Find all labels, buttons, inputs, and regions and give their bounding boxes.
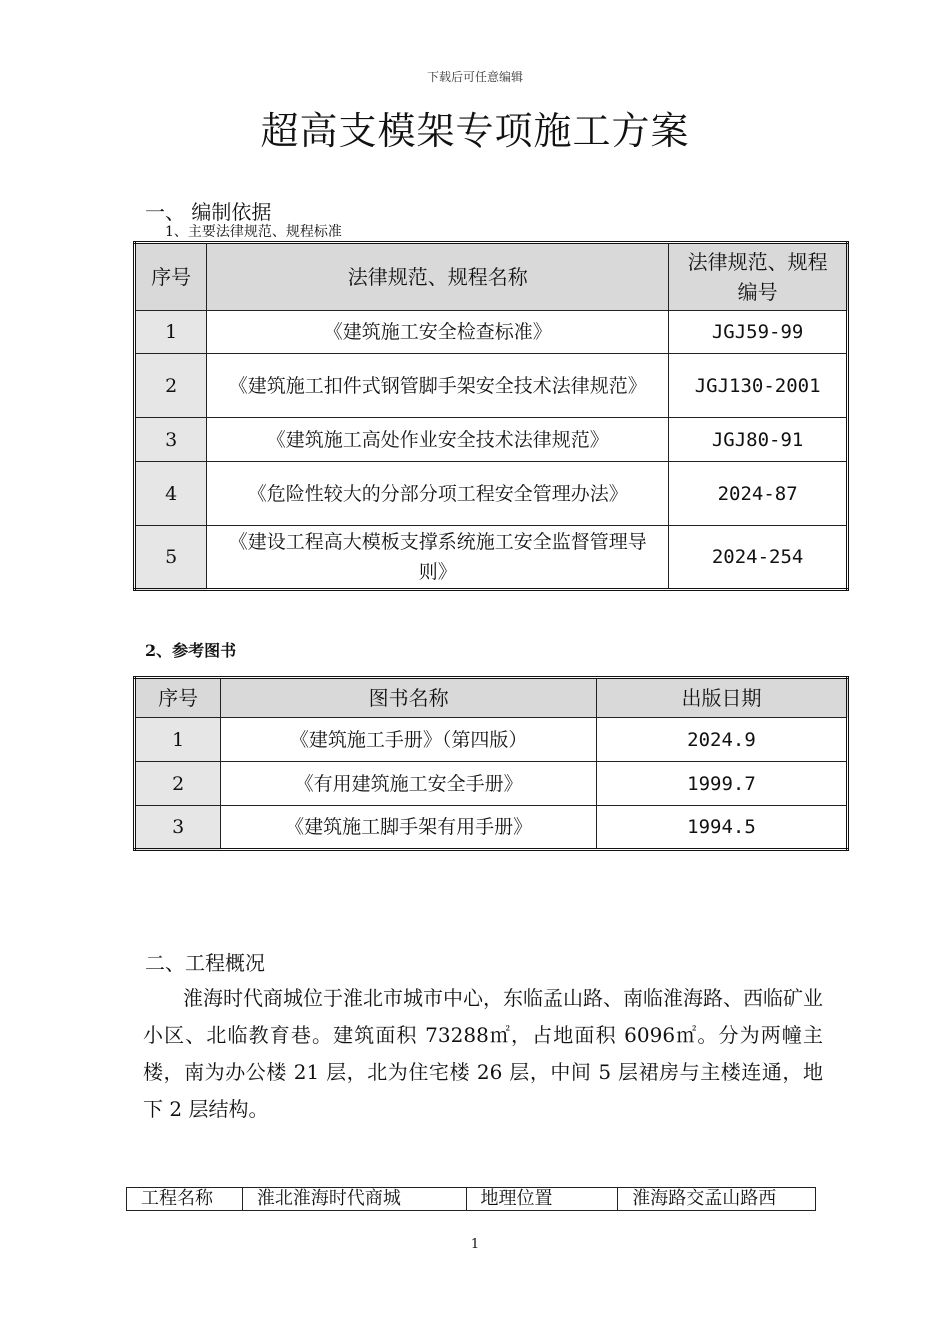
- table-row: [135, 462, 848, 526]
- standards-table: [133, 241, 849, 591]
- row-date: 1999.7: [596, 762, 847, 806]
- row-name: 《建设工程高大模板支撑系统施工安全监督管理导则》: [207, 526, 669, 590]
- header-no: 序号: [135, 243, 207, 311]
- row-name: 《建筑施工高处作业安全技术法律规范》: [207, 418, 669, 462]
- row-date: 1994.5: [596, 806, 847, 850]
- location-value: 淮海路交孟山路西: [618, 1188, 816, 1211]
- page-number: 1: [470, 1237, 480, 1252]
- table-row: [135, 311, 848, 354]
- section1-subheading-standards: 1、主要法律规范、规程标准: [165, 224, 342, 240]
- reference-books-table: [133, 676, 849, 851]
- row-name: 《建筑施工扣件式钢管脚手架安全技术法律规范》: [207, 354, 669, 418]
- table-row: [135, 806, 848, 850]
- standards-table-header: [135, 243, 848, 311]
- row-code: 2024-87: [669, 462, 848, 526]
- row-code: JGJ59-99: [669, 311, 848, 354]
- header-note: 下载后可任意编辑: [426, 70, 523, 84]
- header-name: 法律规范、规程名称: [207, 243, 669, 311]
- header-no: 序号: [135, 678, 221, 718]
- table-row: [127, 1188, 816, 1211]
- project-info-table: [126, 1187, 816, 1211]
- row-name: 《建筑施工安全检查标准》: [207, 311, 669, 354]
- row-no: 1: [135, 311, 207, 354]
- row-no: 3: [135, 806, 221, 850]
- row-book-name: 《有用建筑施工安全手册》: [221, 762, 597, 806]
- row-no: 4: [135, 462, 207, 526]
- row-code: JGJ130-2001: [669, 354, 848, 418]
- project-overview-paragraph: 淮海时代商城位于淮北市城市中心，东临孟山路、南临淮海路、西临矿业小区、北临教育巷。建筑面积 73288㎡，占地面积 6096㎡。分为两幢主楼，南为办公楼 21 层，北为住宅楼 26 层，中间 5 层裙房与主楼连通，地下 2 层结构。: [143, 986, 823, 1121]
- row-no: 2: [135, 762, 221, 806]
- books-table-header: [135, 678, 848, 718]
- location-label: 地理位置: [466, 1188, 618, 1211]
- header-publish-date: 出版日期: [596, 678, 847, 718]
- row-code: JGJ80-91: [669, 418, 848, 462]
- row-no: 1: [135, 718, 221, 762]
- table-row: [135, 526, 848, 590]
- project-name-label: 工程名称: [127, 1188, 243, 1211]
- table-row: [135, 354, 848, 418]
- section2-heading: 二、工程概况: [145, 951, 265, 975]
- row-no: 3: [135, 418, 207, 462]
- table-row: [135, 718, 848, 762]
- row-code: 2024-254: [669, 526, 848, 590]
- header-book-name: 图书名称: [221, 678, 597, 718]
- table-row: [135, 418, 848, 462]
- project-name-value: 淮北淮海时代商城: [242, 1188, 466, 1211]
- row-book-name: 《建筑施工脚手架有用手册》: [221, 806, 597, 850]
- row-no: 5: [135, 526, 207, 590]
- section1-heading: 一、 编制依据: [145, 200, 272, 224]
- document-title: 超高支模架专项施工方案: [260, 109, 690, 153]
- row-book-name: 《建筑施工手册》（第四版）: [221, 718, 597, 762]
- header-code: 法律规范、规程编号: [669, 243, 848, 311]
- row-name: 《危险性较大的分部分项工程安全管理办法》: [207, 462, 669, 526]
- table-row: [135, 762, 848, 806]
- row-no: 2: [135, 354, 207, 418]
- row-date: 2024.9: [596, 718, 847, 762]
- section1-subheading-books: 2、参考图书: [145, 641, 237, 660]
